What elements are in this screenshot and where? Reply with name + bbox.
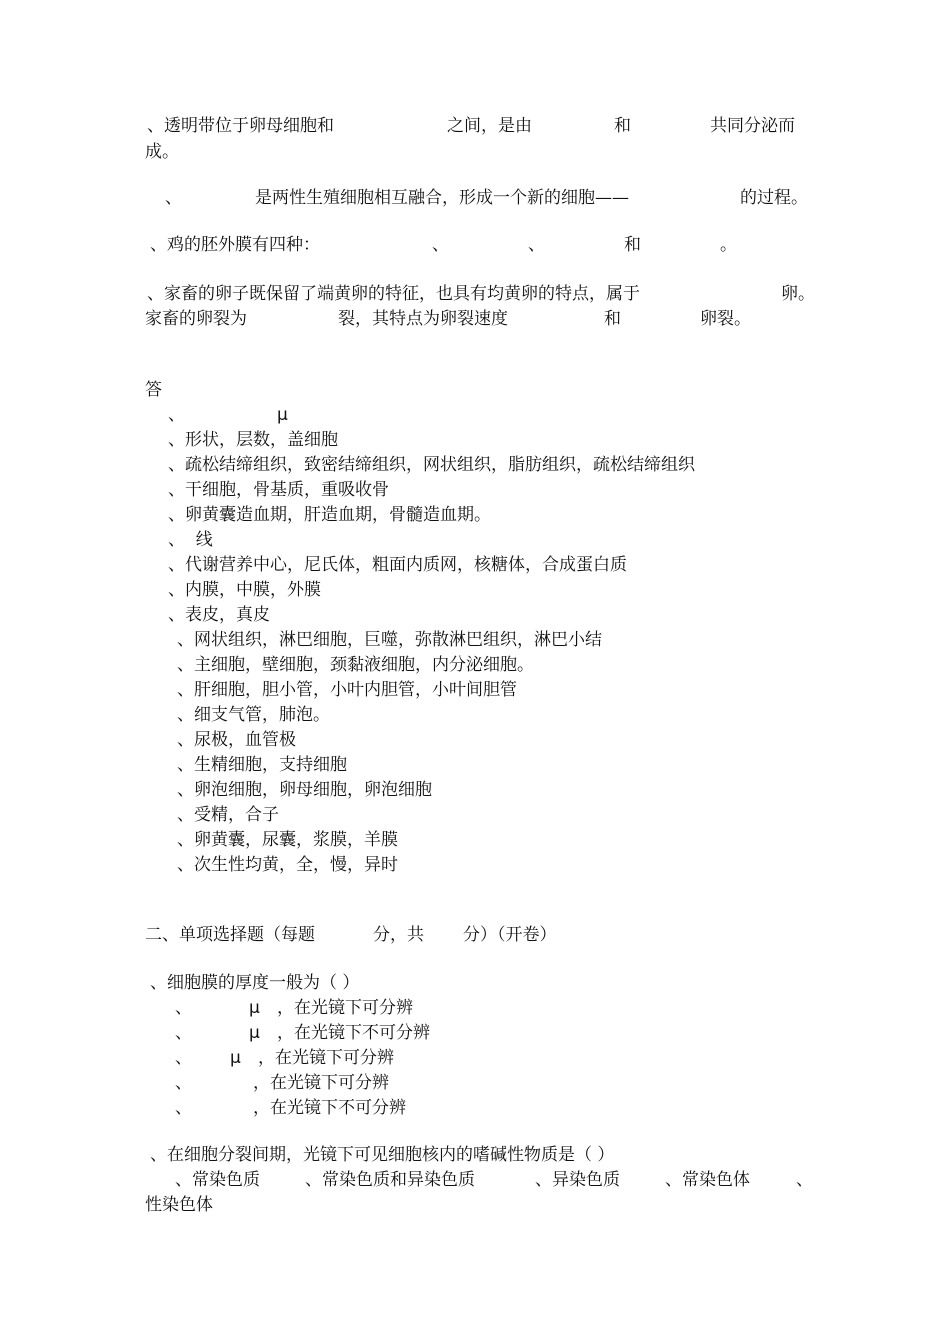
q1-option-d-text: ，在光镜下可分辨 <box>253 1073 389 1093</box>
answer-item: 、卵黄囊造血期，肝造血期，骨髓造血期。 <box>168 505 491 525</box>
q18-part3: 的过程。 <box>740 188 808 208</box>
q1-option-a-text: ，在光镜下可分辨 <box>277 998 413 1018</box>
q1-option-e-text: ，在光镜下不可分辨 <box>253 1098 406 1118</box>
section-title-part1: 二、单项选择题（每题 <box>145 925 315 945</box>
q1-option-c-unit: μ <box>230 1048 241 1068</box>
answer-item: 、网状组织，淋巴细胞，巨噬，弥散淋巴组织，淋巴小结 <box>177 630 602 650</box>
q2-option-b: 、常染色质和异染色质 <box>305 1170 475 1190</box>
q17-part5: 成。 <box>145 142 179 162</box>
q17-part2: 之间，是由 <box>447 116 532 136</box>
q1-option-a-unit: μ <box>249 998 260 1018</box>
answer-item: 、代谢营养中心，尼氏体，粗面内质网，核糖体，合成蛋白质 <box>168 555 627 575</box>
answer-item-unit: μ <box>277 405 288 425</box>
q1-option-b-text: ，在光镜下不可分辨 <box>277 1023 430 1043</box>
answer-item: 、受精，合子 <box>177 805 279 825</box>
q2-stem: 、在细胞分裂间期，光镜下可见细胞核内的嗜碱性物质是（ ） <box>150 1145 615 1165</box>
q17-part1: 、透明带位于卵母细胞和 <box>147 116 334 136</box>
answer-item: 、疏松结缔组织，致密结缔组织，网状组织，脂肪组织，疏松结缔组织 <box>168 455 695 475</box>
answer-item: 、肝细胞，胆小管，小叶内胆管，小叶间胆管 <box>177 680 517 700</box>
q17-part4: 共同分泌而 <box>710 116 795 136</box>
q1-option-a-sep: 、 <box>175 998 192 1018</box>
q1-option-e-sep: 、 <box>175 1098 192 1118</box>
q20-part4: 裂，其特点为卵裂速度 <box>338 309 508 329</box>
answer-item: 、卵黄囊，尿囊，浆膜，羊膜 <box>177 830 398 850</box>
q2-option-d: 、常染色体 <box>665 1170 750 1190</box>
answer-item: 、次生性均黄，全，慢，异时 <box>177 855 398 875</box>
q18-part2: 是两性生殖细胞相互融合，形成一个新的细胞—— <box>255 188 629 208</box>
q20-part2: 卵。 <box>781 284 815 304</box>
answer-item: 、卵泡细胞，卵母细胞，卵泡细胞 <box>177 780 432 800</box>
q1-option-c-text: ，在光镜下可分辨 <box>258 1048 394 1068</box>
answer-item: 、表皮，真皮 <box>168 605 270 625</box>
q2-option-c: 、异染色质 <box>535 1170 620 1190</box>
q20-part3: 家畜的卵裂为 <box>145 309 247 329</box>
q19-part2: 、 <box>432 235 449 255</box>
q2-option-e-sep: 、 <box>796 1170 813 1190</box>
answer-item: 、形状，层数，盖细胞 <box>168 430 338 450</box>
q18-part1: 、 <box>165 188 182 208</box>
q19-part4: 和 <box>624 235 641 255</box>
q2-option-e-text: 性染色体 <box>145 1195 213 1215</box>
answer-item: 、主细胞，壁细胞，颈黏液细胞，内分泌细胞。 <box>177 655 534 675</box>
answers-heading: 答 <box>145 380 162 400</box>
q19-part5: 。 <box>720 235 737 255</box>
q20-part1: 、家畜的卵子既保留了端黄卵的特征，也具有均黄卵的特点，属于 <box>147 284 640 304</box>
q2-option-a: 、常染色质 <box>175 1170 260 1190</box>
answer-item: 、细支气管，肺泡。 <box>177 705 330 725</box>
q19-part1: 、鸡的胚外膜有四种： <box>150 235 320 255</box>
q17-part3: 和 <box>614 116 631 136</box>
answer-item-sep: 、 <box>168 405 185 425</box>
answer-item: 、干细胞，骨基质，重吸收骨 <box>168 480 389 500</box>
answer-item: 、内膜，中膜，外膜 <box>168 580 321 600</box>
answer-item: 、尿极，血管极 <box>177 730 296 750</box>
q1-option-d-sep: 、 <box>175 1073 192 1093</box>
q1-option-c-sep: 、 <box>175 1048 192 1068</box>
q1-stem: 、细胞膜的厚度一般为（ ） <box>150 973 360 993</box>
q1-option-b-sep: 、 <box>175 1023 192 1043</box>
q19-part3: 、 <box>528 235 545 255</box>
q20-part6: 卵裂。 <box>700 309 751 329</box>
section-title-part2: 分，共 <box>373 925 424 945</box>
q1-option-b-unit: μ <box>249 1023 260 1043</box>
section-title-part3: 分）（开卷） <box>463 925 557 945</box>
q20-part5: 和 <box>604 309 621 329</box>
answer-item: 、生精细胞，支持细胞 <box>177 755 347 775</box>
answer-item: 、 线 <box>168 530 213 550</box>
